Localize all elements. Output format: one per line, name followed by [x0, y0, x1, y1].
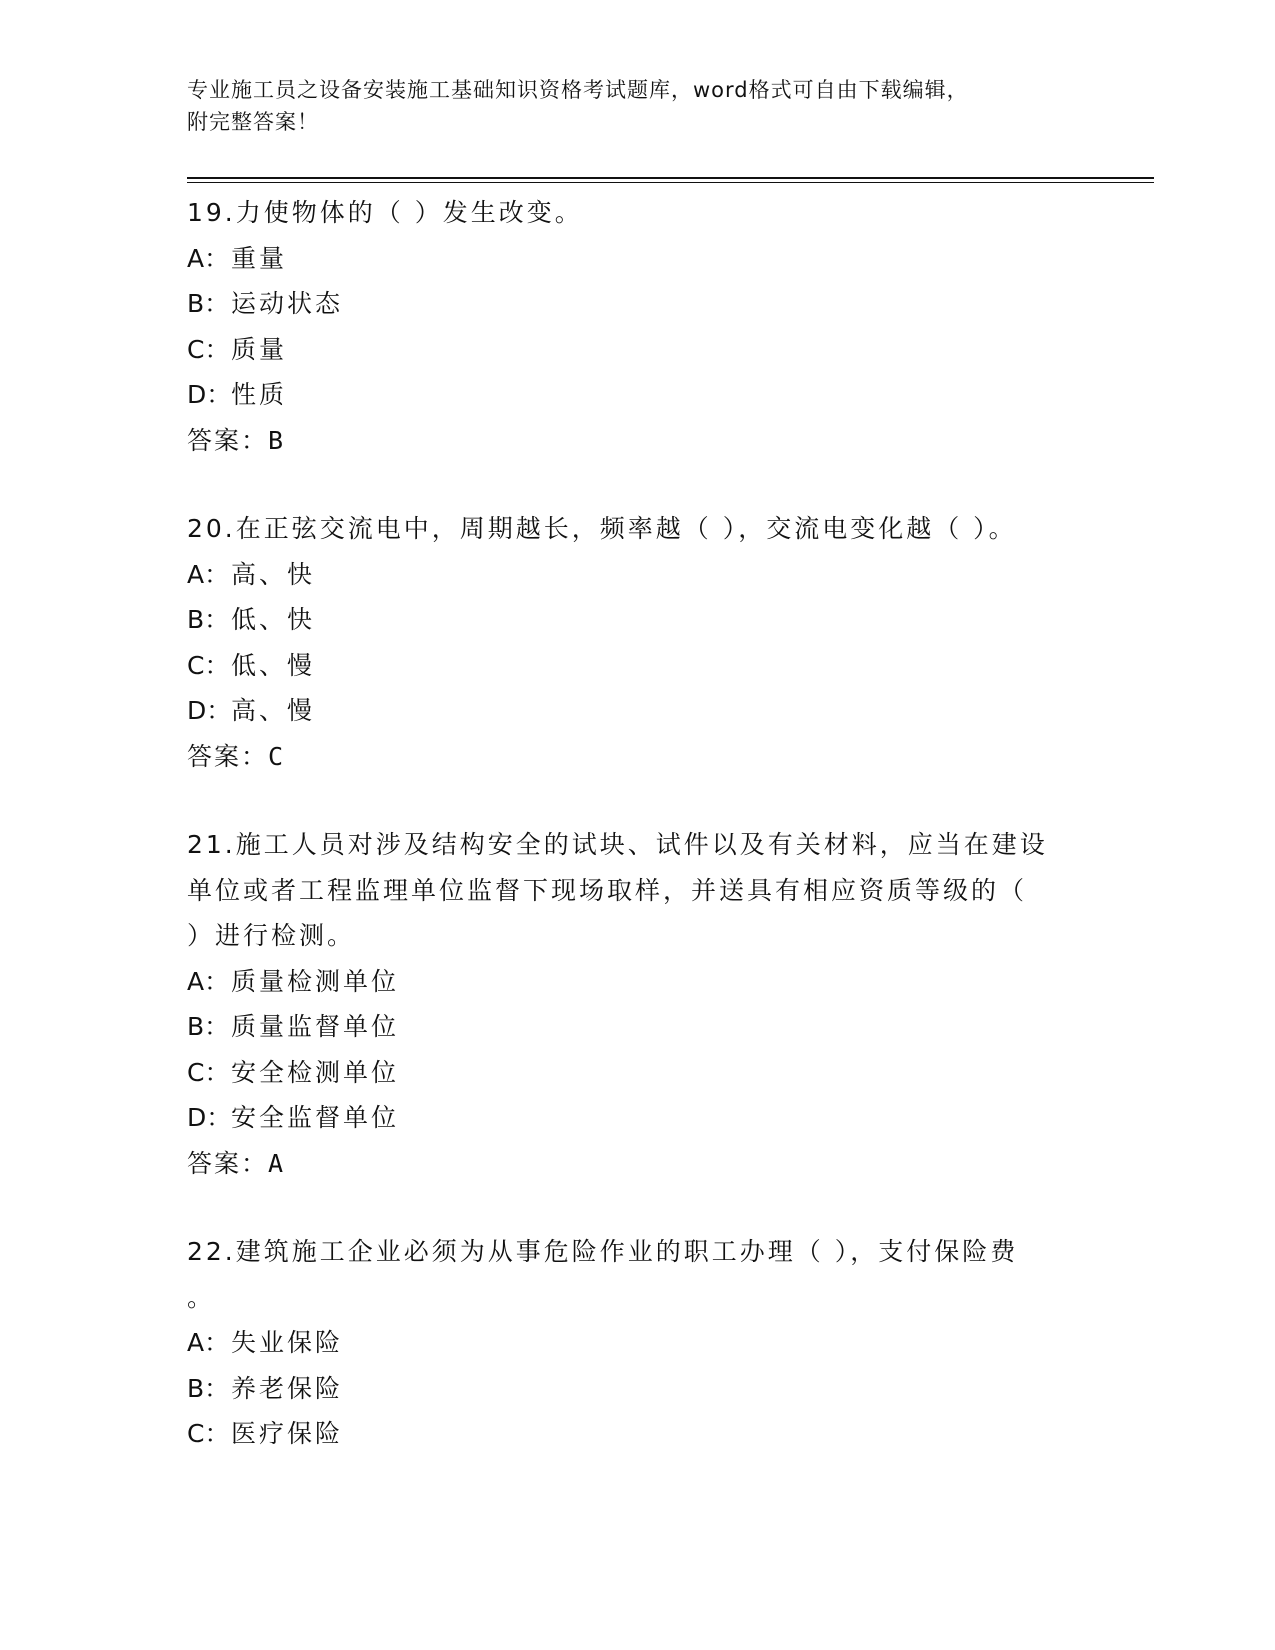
header-line-2: 附完整答案！	[187, 110, 319, 134]
answer-value: C	[268, 741, 284, 771]
question-stem-line-2: 。	[187, 1282, 216, 1312]
question-19	[187, 190, 1087, 463]
option-text: 养老保险	[231, 1373, 344, 1403]
option-key: D：	[187, 380, 232, 409]
option-text: 性质	[231, 380, 288, 409]
question-stem: 19.力使物体的（ ）发生改变。	[187, 198, 583, 227]
option-c	[187, 1411, 1087, 1457]
option-a	[187, 552, 1087, 598]
option-key: C：	[187, 334, 230, 364]
question-stem-line-1: 22.建筑施工企业必须为从事危险作业的职工办理（ ），支付保险费	[187, 1237, 1019, 1266]
question-22	[187, 1229, 1087, 1457]
option-text: 质量监督单位	[231, 1012, 400, 1041]
option-key: B：	[187, 1373, 230, 1403]
option-b	[187, 597, 1087, 643]
option-a	[187, 959, 1087, 1005]
option-d	[187, 688, 1087, 734]
question-stem-line-2: 单位或者工程监理单位监督下现场取样，并送具有相应资质等级的（	[187, 875, 1028, 905]
question-list	[187, 190, 1087, 1500]
option-text: 医疗保险	[231, 1419, 344, 1448]
option-text: 运动状态	[231, 289, 344, 318]
answer-value: A	[268, 1148, 284, 1178]
answer-line	[187, 734, 1087, 780]
answer-label: 答案：	[187, 425, 269, 455]
option-text: 重量	[231, 243, 288, 273]
answer-line	[187, 1141, 1087, 1187]
option-key: B：	[187, 289, 230, 318]
header-line-1: 专业施工员之设备安装施工基础知识资格考试题库，word格式可自由下载编辑，	[187, 78, 969, 102]
option-text: 质量	[231, 334, 288, 364]
option-text: 低、慢	[231, 650, 316, 680]
option-key: C：	[187, 650, 230, 680]
option-text: 失业保险	[231, 1328, 344, 1357]
question-stem: 20.在正弦交流电中，周期越长，频率越（ ），交流电变化越（ ）。	[187, 514, 1017, 543]
option-d	[187, 372, 1087, 418]
answer-value: B	[268, 425, 284, 455]
option-a	[187, 236, 1087, 282]
answer-label: 答案：	[187, 741, 269, 771]
option-key: C：	[187, 1419, 230, 1448]
option-text: 安全检测单位	[231, 1057, 400, 1087]
option-b	[187, 1004, 1087, 1050]
answer-label: 答案：	[187, 1148, 269, 1178]
option-text: 质量检测单位	[231, 966, 400, 996]
option-key: D：	[187, 696, 232, 725]
option-key: D：	[187, 1103, 232, 1132]
option-key: A：	[187, 966, 230, 996]
answer-line	[187, 418, 1087, 464]
option-key: A：	[187, 1328, 230, 1357]
option-c	[187, 643, 1087, 689]
option-b	[187, 1366, 1087, 1412]
option-text: 高、慢	[231, 696, 316, 725]
option-d	[187, 1095, 1087, 1141]
question-21	[187, 822, 1087, 1186]
option-text: 低、快	[231, 605, 316, 634]
option-key: A：	[187, 559, 230, 589]
option-c	[187, 1050, 1087, 1096]
option-key: B：	[187, 605, 230, 634]
question-stem-line-3: ）进行检测。	[187, 921, 356, 950]
question-stem-line-1: 21.施工人员对涉及结构安全的试块、试件以及有关材料，应当在建设	[187, 830, 1048, 859]
option-c	[187, 327, 1087, 373]
question-20	[187, 506, 1087, 779]
option-b	[187, 281, 1087, 327]
option-text: 安全监督单位	[231, 1103, 400, 1132]
option-key: C：	[187, 1057, 230, 1087]
option-text: 高、快	[231, 559, 316, 589]
option-a	[187, 1320, 1087, 1366]
option-key: A：	[187, 243, 230, 273]
document-header	[187, 74, 1067, 138]
option-key: B：	[187, 1012, 230, 1041]
header-divider-thick	[187, 177, 1154, 179]
header-divider-thin	[187, 182, 1154, 183]
